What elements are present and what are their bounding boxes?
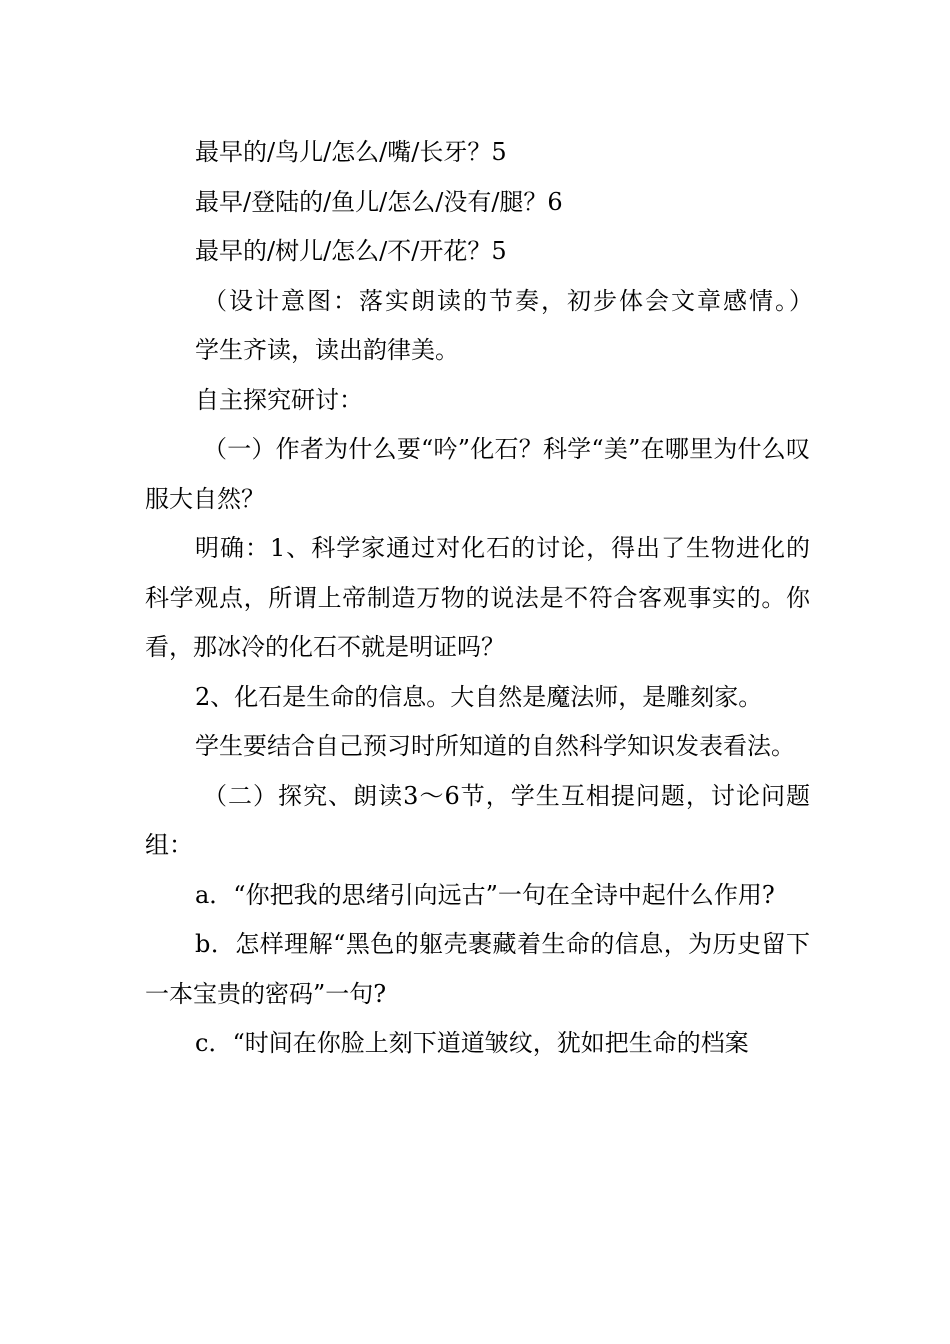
paragraph-self-inquiry-heading: 自主探究研讨： [195, 385, 363, 414]
paragraph-question-one: （一）作者为什么要“吟”化石？科学“美”在哪里为什么叹服大自然？ [145, 435, 810, 513]
paragraph-group-reading: 学生齐读，读出韵律美。 [195, 336, 459, 364]
paragraph-tree-question: 最早的/树儿/怎么/不/开花？5 [195, 237, 507, 265]
paragraph-clarification: 明确：1、科学家通过对化石的讨论，得出了生物进化的科学观点，所谓上帝制造万物的说法是不符合客观事实的。你看，那冰冷的化石不就是明证吗？ [145, 534, 810, 661]
paragraph-student-views: 学生要结合自己预习时所知道的自然科学知识发表看法。 [195, 732, 795, 760]
paragraph-fish-question: 最早/登陆的/鱼儿/怎么/没有/腿？6 [195, 187, 563, 216]
paragraph-item-b: b．怎样理解“黑色的躯壳裹藏着生命的信息，为历史留下一本宝贵的密码”一句? [145, 930, 810, 1008]
paragraph-bird-question: 最早的/鸟儿/怎么/嘴/长牙？5 [195, 138, 507, 166]
paragraph-design-intent: （设计意图：落实朗读的节奏，初步体会文章感情。） [203, 286, 815, 315]
document-body [145, 128, 815, 1069]
paragraph-question-two: （二）探究、朗读3～6节，学生互相提问题，讨论问题组： [145, 781, 810, 859]
paragraph-point-two: 2、化石是生命的信息。大自然是魔法师，是雕刻家。 [195, 682, 763, 711]
paragraph-item-a: a．“你把我的思绪引向远古”一句在全诗中起什么作用? [195, 880, 775, 909]
paragraph-item-c: c．“时间在你脸上刻下道道皱纹，犹如把生命的档案 [195, 1029, 749, 1057]
